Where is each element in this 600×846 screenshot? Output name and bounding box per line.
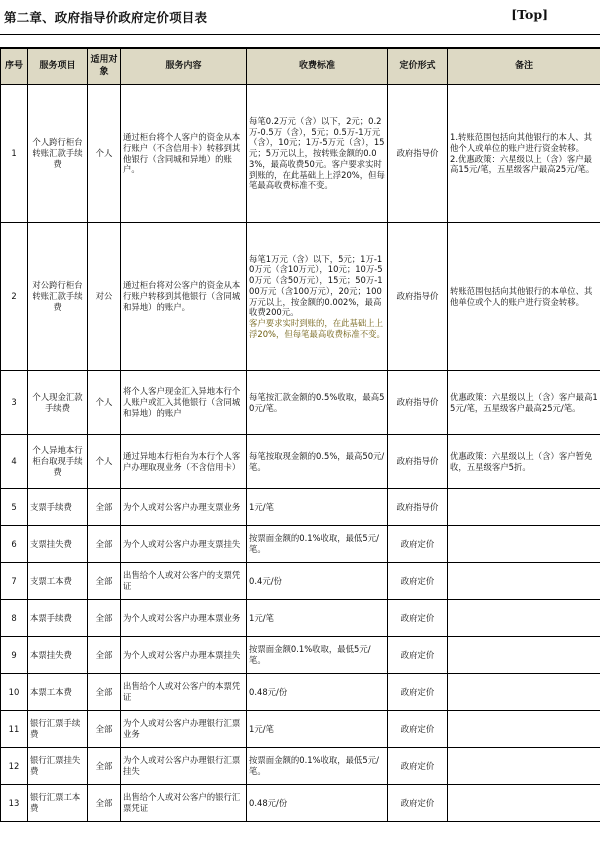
service-item: 本票手续费 [28,600,88,637]
service-content: 为个人或对公客户办理本票挂失 [121,637,247,674]
applicable-target: 个人 [88,435,121,489]
pricing-form: 政府指导价 [388,371,448,435]
service-item: 银行汇票手续费 [28,711,88,748]
service-content: 出售给个人或对公客户的银行汇票凭证 [121,785,247,822]
row-number: 1 [1,85,28,223]
service-item: 支票手续费 [28,489,88,526]
fee-text: 0.48元/份 [249,686,288,697]
remark [448,223,600,371]
remark [448,711,600,748]
pricing-form: 政府定价 [388,600,448,637]
service-item: 支票工本费 [28,563,88,600]
fee-standard [247,85,388,223]
remark-text: 转账范围包括向其他银行的本单位、其他单位或个人的账户进行资金转移。 [450,285,593,307]
title-bar [0,0,600,35]
remark [448,526,600,563]
service-item: 支票挂失费 [28,526,88,563]
service-content: 为个人或对公客户办理支票业务 [121,489,247,526]
col-header-content: 服务内容 [121,49,247,85]
pricing-form: 政府定价 [388,674,448,711]
applicable-target: 个人 [88,85,121,223]
fee-text: 按票面金额的0.1%收取，最低5元/笔。 [249,755,379,776]
service-content: 为个人或对公客户办理银行汇票挂失 [121,748,247,785]
remark-text: 2.优惠政策：六星级以上（含）客户最高15元/笔，五星级客户最高25元/笔。 [450,153,595,175]
remark [448,435,600,489]
remark-text: 优惠政策：六星级以上（含）客户暂免收，五星级客户5折。 [450,450,593,472]
fee-standard [247,371,388,435]
service-item: 本票工本费 [28,674,88,711]
row-number: 9 [1,637,28,674]
service-item: 对公跨行柜台转账汇款手续费 [28,223,88,371]
applicable-target: 全部 [88,563,121,600]
page-title: 第二章、政府指导价政府定价项目表 [4,10,208,25]
table-header-row [1,49,600,85]
service-item: 个人异地本行柜台取现手续费 [28,435,88,489]
table-row [1,489,600,526]
row-number: 2 [1,223,28,371]
col-header-fee: 收费标准 [247,49,388,85]
service-item: 个人现金汇款手续费 [28,371,88,435]
fee-text: 每笔按汇款金额的0.5%收取，最高50元/笔。 [249,391,385,413]
applicable-target: 全部 [88,785,121,822]
table-row [1,526,600,563]
remark [448,600,600,637]
row-number: 4 [1,435,28,489]
remark [448,674,600,711]
table-row [1,435,600,489]
applicable-target: 全部 [88,748,121,785]
fee-text: 按票面金额0.1%收取，最低5元/笔。 [249,644,371,665]
table-row [1,223,600,371]
fee-standard [247,563,388,600]
fee-standard [247,748,388,785]
col-header-item: 服务项目 [28,49,88,85]
fee-text: 每笔1万元（含）以下，5元；1万-10万元（含10万元），10元；10万-50万元（含50万元），15元；50万-100万元（含100万元），20元；100万元以上，按金额的0.002%，最高收费200元。 [249,253,383,318]
table-row [1,711,600,748]
fee-standard [247,526,388,563]
fee-standard [247,600,388,637]
table-row [1,748,600,785]
col-header-pricing: 定价形式 [388,49,448,85]
fee-note: 客户要求实时到账的，在此基础上上浮20%，但每笔最高收费标准不变。 [249,318,385,339]
fee-text: 1元/笔 [249,501,274,512]
applicable-target: 全部 [88,637,121,674]
fee-standard [247,674,388,711]
col-header-target: 适用对象 [88,49,121,85]
remark [448,489,600,526]
remark-text: 1.转账范围包括向其他银行的本人、其他个人或单位的账户进行资金转移。 [450,132,592,153]
service-content: 将个人客户现金汇入异地本行个人账户或汇入其他银行（含同城和异地）的账户 [121,371,247,435]
service-item: 银行汇票挂失费 [28,748,88,785]
row-number: 7 [1,563,28,600]
table-row [1,563,600,600]
row-number: 6 [1,526,28,563]
fee-text: 0.4元/份 [249,575,282,586]
fee-standard [247,223,388,371]
remark [448,748,600,785]
pricing-form: 政府指导价 [388,435,448,489]
applicable-target: 全部 [88,674,121,711]
top-link[interactable]: [Top] [511,7,548,22]
row-number: 10 [1,674,28,711]
row-number: 3 [1,371,28,435]
pricing-form: 政府定价 [388,785,448,822]
pricing-form: 政府定价 [388,526,448,563]
table-row [1,600,600,637]
remark [448,785,600,822]
fee-table [0,48,600,822]
remark [448,637,600,674]
title-spacer [0,35,600,48]
fee-text: 每笔0.2万元（含）以下，2元；0.2万-0.5万（含），5元；0.5万-1万元（含），10元；1万-5万元（含），15元；5万元以上，按转账金额的0.03%，最高收费50元。客户要求实时到账的，在此基础上上浮20%，但每笔最高收费标准不变。 [249,115,385,191]
service-content: 为个人或对公客户办理支票挂失 [121,526,247,563]
row-number: 5 [1,489,28,526]
remark [448,85,600,223]
table-row [1,785,600,822]
fee-standard [247,637,388,674]
pricing-form: 政府定价 [388,637,448,674]
fee-text: 1元/笔 [249,723,274,734]
service-content: 出售给个人或对公客户的本票凭证 [121,674,247,711]
fee-standard [247,435,388,489]
applicable-target: 全部 [88,526,121,563]
fee-text: 1元/笔 [249,612,274,623]
service-content: 通过异地本行柜台为本行个人客户办理取现业务（不含信用卡） [121,435,247,489]
table-row [1,674,600,711]
fee-standard [247,711,388,748]
table-row [1,637,600,674]
fee-text: 每笔按取现金额的0.5%，最高50元/笔。 [249,450,385,472]
remark [448,371,600,435]
pricing-form: 政府定价 [388,711,448,748]
applicable-target: 个人 [88,371,121,435]
applicable-target: 全部 [88,711,121,748]
fee-standard [247,489,388,526]
row-number: 11 [1,711,28,748]
table-row [1,371,600,435]
col-header-remark: 备注 [448,49,600,85]
applicable-target: 对公 [88,223,121,371]
service-content: 为个人或对公客户办理本票业务 [121,600,247,637]
service-item: 本票挂失费 [28,637,88,674]
pricing-form: 政府定价 [388,748,448,785]
row-number: 13 [1,785,28,822]
applicable-target: 全部 [88,600,121,637]
service-item: 个人跨行柜台转账汇款手续费 [28,85,88,223]
fee-text: 0.48元/份 [249,797,288,808]
fee-standard [247,785,388,822]
row-number: 12 [1,748,28,785]
pricing-form: 政府指导价 [388,489,448,526]
row-number: 8 [1,600,28,637]
pricing-form: 政府指导价 [388,85,448,223]
service-content: 通过柜台将对公客户的资金从本行账户转移到其他银行（含同城和异地）的账户。 [121,223,247,371]
service-content: 通过柜台将个人客户的资金从本行账户（不含信用卡）转移到其他银行（含同城和异地）的账户。 [121,85,247,223]
service-content: 出售给个人或对公客户的支票凭证 [121,563,247,600]
col-header-no: 序号 [1,49,28,85]
pricing-form: 政府定价 [388,563,448,600]
service-item: 银行汇票工本费 [28,785,88,822]
service-content: 为个人或对公客户办理银行汇票业务 [121,711,247,748]
remark [448,563,600,600]
applicable-target: 全部 [88,489,121,526]
table-row [1,85,600,223]
pricing-form: 政府指导价 [388,223,448,371]
fee-text: 按票面金额的0.1%收取，最低5元/笔。 [249,533,379,554]
remark-text: 优惠政策：六星级以上（含）客户最高15元/笔，五星级客户最高25元/笔。 [450,391,598,413]
